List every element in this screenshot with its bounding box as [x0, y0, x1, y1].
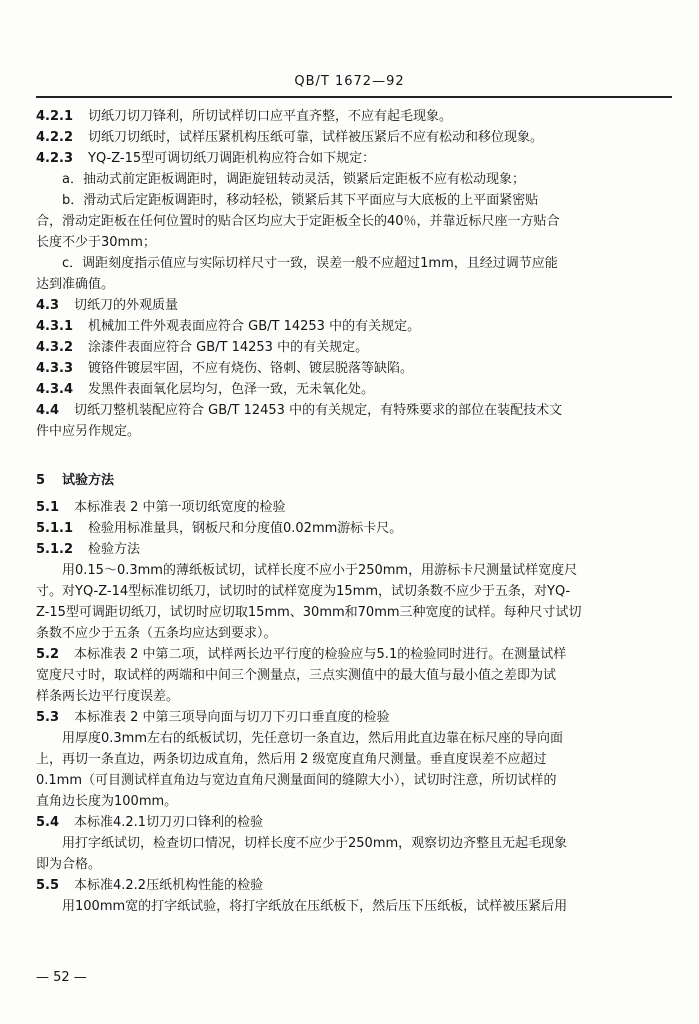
page-header	[0, 74, 699, 89]
clause-number: 4.3.3	[36, 361, 74, 376]
clause-number: 4.2.2	[36, 130, 74, 145]
clause-4-3-3	[36, 358, 672, 379]
clause-4-4-cont	[36, 421, 672, 442]
paragraph-line	[36, 665, 672, 686]
clause-text: YQ-Z-15型可调切纸刀调距机构应符合如下规定：	[88, 151, 376, 166]
paragraph-text: Z-15型可调距切纸刀，试切时应切取15mm、30mm和70mm三种宽度的试样。每种尺寸试切	[36, 605, 582, 620]
clause-5-2	[36, 644, 672, 665]
clause-5-3	[36, 707, 672, 728]
clause-number: 5.4	[36, 815, 60, 830]
paragraph-text: 即为合格。	[36, 857, 102, 872]
clause-number: 4.3.2	[36, 340, 74, 355]
paragraph-line	[36, 728, 672, 749]
item-text: 长度不少于30mm；	[36, 235, 156, 250]
item-text: a．抽动式前定距板调距时，调距旋钮转动灵活，锁紧后定距板不应有松动现象；	[62, 172, 525, 187]
item-text: 合，滑动定距板在任何位置时的贴合区均应大于定距板全长的40％，并靠近标尺座一方贴合	[36, 214, 560, 229]
clause-5-1-1	[36, 518, 672, 539]
item-text: 达到准确值。	[36, 277, 115, 292]
clause-5-1-2	[36, 539, 672, 560]
clause-4-3-1	[36, 316, 672, 337]
clause-text: 检验用标准量具，钢板尺和分度值0.02mm游标卡尺。	[88, 521, 403, 536]
clause-text: 涂漆件表面应符合 GB/T 14253 中的有关规定。	[88, 340, 369, 355]
clause-text: 切纸刀的外观质量	[74, 298, 179, 313]
paragraph-text: 0.1mm（可目测试样直角边与宽边直角尺测量面间的缝隙大小），试切时注意，所切试样的	[36, 773, 557, 788]
clause-text: 本标准表 2 中第一项切纸宽度的检验	[74, 500, 286, 515]
clause-text: 镀铬件镀层牢固，不应有烧伤、铬刺、镀层脱落等缺陷。	[88, 361, 414, 376]
item-text: c．调距刻度指示值应与实际切样尺寸一致，误差一般不应超过1mm，且经过调节应能	[62, 256, 558, 271]
clause-number: 4.3.1	[36, 319, 74, 334]
paragraph-text: 用0.15～0.3mm的薄纸板试切，试样长度不应小于250mm，用游标卡尺测量试样宽度尺	[62, 563, 578, 578]
clause-text: 本标准4.2.1切刀刃口锋利的检验	[74, 815, 264, 830]
item-b	[36, 190, 672, 211]
paragraph-text: 条数不应少于五条（五条均应达到要求）。	[36, 626, 277, 641]
page-number	[36, 970, 87, 985]
paragraph-line	[36, 686, 672, 707]
clause-number: 5.1.1	[36, 521, 74, 536]
section-title: 试验方法	[62, 473, 115, 488]
clause-5-4	[36, 812, 672, 833]
paragraph-line	[36, 833, 672, 854]
standard-code: QB/T 1672—92	[294, 74, 405, 89]
clause-text: 检验方法	[88, 542, 141, 557]
paragraph-line	[36, 623, 672, 644]
paragraph-line	[36, 791, 672, 812]
paragraph-text: 上，再切一条直边，两条切边成直角，然后用 2 级宽度直角尺测量。垂直度误差不应超过	[36, 752, 547, 767]
section-number: 5	[36, 473, 46, 488]
clause-4-2-2	[36, 127, 672, 148]
paragraph-line	[36, 581, 672, 602]
paragraph-line	[36, 602, 672, 623]
clause-number: 5.2	[36, 647, 60, 662]
document-body	[36, 106, 672, 917]
item-text: b．滑动式后定距板调距时，移动轻松，锁紧后其下平面应与大底板的上平面紧密贴	[62, 193, 539, 208]
paragraph-line	[36, 896, 672, 917]
clause-text: 机械加工件外观表面应符合 GB/T 14253 中的有关规定。	[88, 319, 421, 334]
paragraph-text: 直角边长度为100mm。	[36, 794, 178, 809]
page-number-text: — 52 —	[36, 970, 87, 985]
paragraph-line	[36, 854, 672, 875]
clause-4-4	[36, 400, 672, 421]
header-rule	[36, 96, 672, 98]
clause-4-3-4	[36, 379, 672, 400]
clause-number: 4.2.1	[36, 109, 74, 124]
clause-text: 本标准表 2 中第三项导向面与切刀下刃口垂直度的检验	[74, 710, 390, 725]
paragraph-line	[36, 560, 672, 581]
paragraph-text: 样条两长边平行度误差。	[36, 689, 180, 704]
clause-text: 件中应另作规定。	[36, 424, 141, 439]
clause-number: 5.1	[36, 500, 60, 515]
paragraph-text: 宽度尺寸时，取试样的两端和中间三个测量点，三点实测值中的最大值与最小值之差即为试	[36, 668, 557, 683]
paragraph-text: 用100mm宽的打字纸试验，将打字纸放在压纸板下，然后压下压纸板，试样被压紧后用	[62, 899, 568, 914]
section-5-heading	[36, 470, 672, 491]
clause-text: 本标准4.2.2压纸机构性能的检验	[74, 878, 264, 893]
paragraph-line	[36, 770, 672, 791]
clause-text: 切纸刀整机装配应符合 GB/T 12453 中的有关规定，有特殊要求的部位在装配技术文	[74, 403, 563, 418]
clause-number: 5.5	[36, 878, 60, 893]
clause-text: 本标准表 2 中第二项，试样两长边平行度的检验应与5.1的检验同时进行。在测量试样	[74, 647, 567, 662]
clause-number: 5.1.2	[36, 542, 74, 557]
clause-text: 切纸刀切刀锋利，所切试样切口应平直齐整，不应有起毛现象。	[88, 109, 453, 124]
paragraph-line	[36, 749, 672, 770]
clause-4-3-2	[36, 337, 672, 358]
paragraph-text: 寸。对YQ-Z-14型标准切纸刀，试切时的试样宽度为15mm，试切条数不应少于五条，对YQ-	[36, 584, 571, 599]
paragraph-text: 用打字纸试切，检查切口情况，切样长度不应少于250mm，观察切边齐整且无起毛现象	[62, 836, 568, 851]
paragraph-text: 用厚度0.3mm左右的纸板试切，先任意切一条直边，然后用此直边靠在标尺座的导向面	[62, 731, 564, 746]
clause-4-2-1	[36, 106, 672, 127]
clause-5-5	[36, 875, 672, 896]
clause-number: 4.2.3	[36, 151, 74, 166]
clause-4-2-3	[36, 148, 672, 169]
item-b-cont	[36, 232, 672, 253]
clause-number: 4.3	[36, 298, 60, 313]
clause-number: 4.4	[36, 403, 60, 418]
clause-text: 切纸刀切纸时，试样压紧机构压纸可靠，试样被压紧后不应有松动和移位现象。	[88, 130, 544, 145]
item-b-cont	[36, 211, 672, 232]
clause-5-1	[36, 497, 672, 518]
clause-number: 5.3	[36, 710, 60, 725]
clause-text: 发黑件表面氧化层均匀，色泽一致，无未氧化处。	[88, 382, 375, 397]
clause-number: 4.3.4	[36, 382, 74, 397]
item-c-cont	[36, 274, 672, 295]
clause-4-3	[36, 295, 672, 316]
item-a	[36, 169, 672, 190]
item-c	[36, 253, 672, 274]
